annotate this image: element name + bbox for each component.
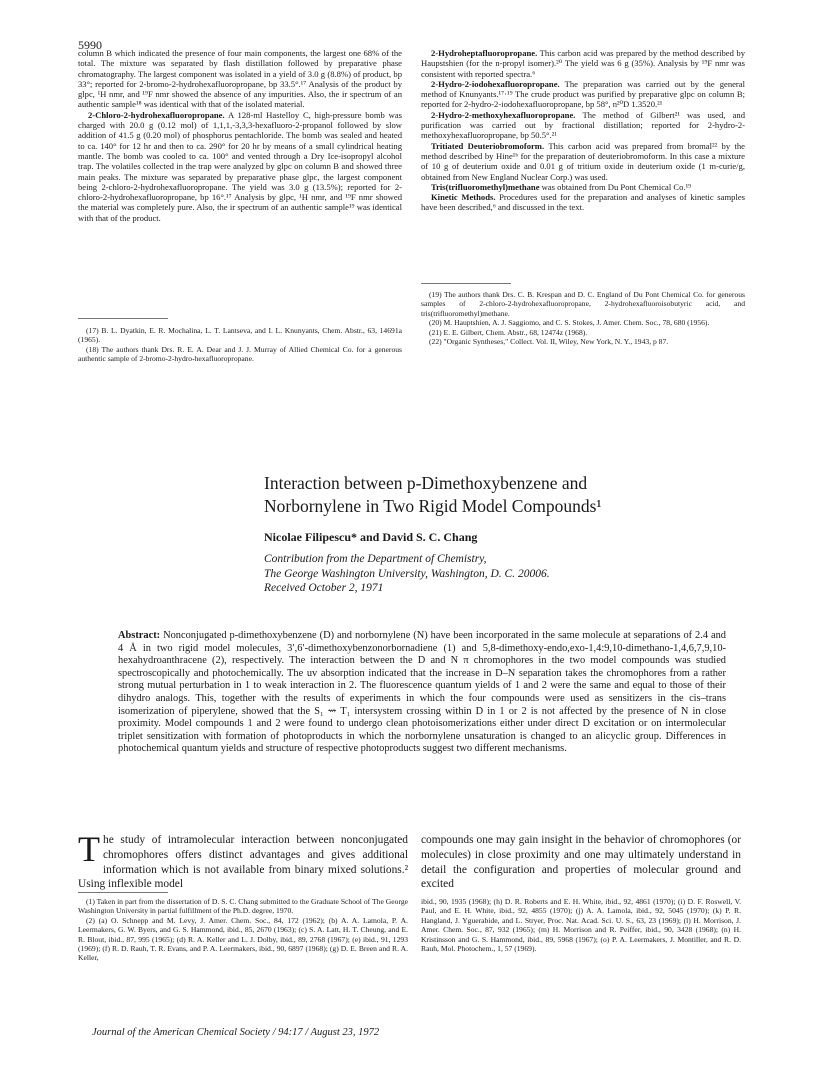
footnote-2: (2) (a) O. Schnepp and M. Levy, J. Amer. Chem. Soc., 84, 172 (1962); (b) A. A. Lamola, P. A. Leermakers, G. W. Byers, and G. S. Hammond, ibid., 85, 2670 (1963); (c) S. A. Latt, H. T. Cheung, and E. R. Blout, ibid., 87, 995 (1965); (d) R. A. Keller and L. J. Dolby, ibid., 89, 2768 (1967); (e) ibid., 91, 1293 (1969); (f) R. D. Rauh, T. R. Evans, and P. A. Leermakers, ibid., 90, 6897 (1968); (g) D. E. Breen and R. A. Keller, — [78, 915, 408, 963]
text-methoxy: The method of Gilbert²¹ was used, and purification was carried out by fractional distillation; reported for 2-hydro-2-methoxyhexafluoropropane, bp 50.5°.²¹ — [421, 109, 745, 141]
heading-methoxy: 2-Hydro-2-methoxyhexafluoropropane. — [431, 109, 576, 120]
right-column-experimental — [421, 48, 745, 213]
text-tritiated: This carbon acid was prepared from bromal²² by the method described by Hine¹ᵇ for the preparation of deuteriobromoform. In this case a mixture of 10 g of deuterium oxide and 0.01 g of tritium oxide in deuterium oxide (1 m-curie/g, obtained from New England Nuclear Corp.) was used. — [421, 140, 745, 182]
page-number: 5990 — [78, 38, 102, 52]
heading-kinetic: Kinetic Methods. — [431, 192, 496, 203]
text-heptafluoro: This carbon acid was prepared by the method described by Haupstshien (for the n-propyl isomer).²⁰ The yield was 6 g (35%). Analysis by ¹⁹F nmr was consistent with reported spectra.⁶ — [421, 48, 745, 79]
article-affiliation — [264, 552, 734, 596]
paragraph-kinetic — [421, 192, 745, 213]
footnote-rule-left — [78, 318, 168, 319]
footnotes-right — [421, 290, 745, 346]
footnotes-bottom-left — [78, 897, 408, 963]
received-date: Received October 2, 1971 — [264, 582, 384, 594]
left-column-experimental — [78, 48, 402, 223]
footnote-22: (22) "Organic Syntheses," Collect. Vol. II, Wiley, New York, N. Y., 1943, p 87. — [429, 337, 669, 347]
paragraph-bromo: column B which indicated the presence of four main components, the largest one 68% of the total. The mixture was separated by flash distillation followed by preparative phase chromatography. The largest component was isolated in a yield of 3.0 g (8.8%) of product, bp 33°; reported for 2-bromo-2-hydrohexafluoropropane, bp 33.5°.¹⁷ Analysis of the product by glpc, ¹H nmr, and ¹⁹F nmr showed the absence of any impurities. Also, the ir spectrum of an authentic sample¹⁸ was identical with that of the isolated material. — [78, 48, 402, 110]
paragraph-iodo — [421, 79, 745, 110]
article-title — [264, 472, 734, 518]
footnote-18: (18) The authors thank Drs. R. E. A. Dear and J. J. Murray of Allied Chemical Co. for a generous authentic sample of 2-bromo-2-hydro-hexafluoropropane. — [78, 344, 402, 364]
affiliation-line-1: Contribution from the Department of Chemistry, — [264, 553, 487, 565]
paragraph-chloro — [78, 110, 402, 223]
footnote-17: (17) B. L. Dyatkin, E. R. Mochalina, L. T. Lantseva, and I. L. Knunyants, Chem. Abstr., 63, 14691a (1965). — [78, 326, 402, 345]
footnote-2-continued: ibid., 90, 1935 (1968); (h) D. R. Roberts and E. H. White, ibid., 92, 4861 (1970); (i) D. F. Roswell, V. Paul, and E. H. White, ibid., 92, 4855 (1970); (j) A. A. Lamola, ibid., 92, 5045 (1970); (k) P. R. Hangland, J. Yguerabide, and L. Stryer, Proc. Nat. Acad. Sci. U. S., 63, 23 (1969); (l) H. Morrison, J. Amer. Chem. Soc., 87, 932 (1965); (m) H. Morrison and R. Peiffer, ibid., 90, 3428 (1968); (n) H. Kristinsson and G. S. Hammond, ibid., 89, 5968 (1967); (o) P. A. Leermakers, J. Montiller, and R. D. Rauh, Mol. Photochem., 1, 57 (1969). — [421, 897, 741, 954]
heading-tris: Tris(trifluoromethyl)methane — [431, 181, 540, 192]
title-line-1: Interaction between p-Dimethoxybenzene and — [264, 473, 588, 493]
heading-chloro: 2-Chloro-2-hydrohexafluoropropane. — [88, 109, 225, 120]
title-line-2: Norbornylene in Two Rigid Model Compounds¹ — [264, 496, 602, 516]
article-authors: Nicolae Filipescu* and David S. C. Chang — [264, 530, 478, 544]
abstract-text: Nonconjugated p-dimethoxybenzene (D) and norbornylene (N) have been incorporated in the same molecule at separations of 2.4 and 4 Å in two rigid model molecules, 3′,6′-dimethoxybenzonorbornadiene (1) and 5,8-dimethoxy-endo,exo-1,4:9,10-dimethano-1,4,6,7,9,10-hexahydroanthracene (2), respectively. The interaction between the D and N π chromophores in the two model compounds was studied spectroscopically and photochemically. The uv absorption indicated that the increase in D–N separation takes the chromophores from a rather strong mutual perturbation in 1 to weak interaction in 2. The fluorescence quantum yields of 1 and 2 were the same and equal to those of their dihydro analogs. This, together with the results of experiments in which the four compounds were used as sensitizers in the cis–trans isomerization of piperylene, showed that the S₁ ⇝ T₁ intersystem crossing within D in 1 or 2 is not affected by the presence of N in close proximity. Model compounds 1 and 2 were found to undergo clean photoisomerizations either under direct D excitation or on intermolecular triplet sensitization with formation of photoproducts in which the norbornylene unsaturation is changed to an alicyclic group. Differences in photochemical quantum yields and structure of respective photoproducts suggest two different mechanisms. — [118, 630, 726, 755]
footnote-20: (20) M. Hauptshien, A. J. Saggiomo, and C. S. Stokes, J. Amer. Chem. Soc., 78, 680 (1956). — [429, 318, 710, 328]
paragraph-tritiated — [421, 141, 745, 182]
footnote-21: (21) E. E. Gilbert, Chem. Abstr., 68, 12474z (1968). — [429, 327, 588, 337]
abstract — [118, 630, 726, 756]
paragraph-heptafluoro — [421, 48, 745, 79]
footnotes-bottom-right — [421, 897, 741, 953]
body-intro-left — [78, 829, 408, 892]
paragraph-tris — [421, 182, 745, 192]
drop-cap: T — [78, 829, 100, 869]
text-iodo: The preparation was carried out by the general method of Knunyants.¹⁷·¹⁹ The crude product was purified by preparative glpc on column B; reported for 2-hydro-2-iodohexafluoropropane, bp 58°, n²⁰D 1.3520.²¹ — [421, 78, 745, 110]
footnote-rule-right — [421, 283, 511, 284]
heading-tritiated: Tritiated Deuteriobromoform. — [431, 140, 545, 151]
text-chloro: A 128-ml Hastelloy C, high-pressure bomb was charged with 20.0 g (0.12 mol) of 1,1,1,-3,3,3-hexafluoro-2-propanol followed by slow addition of 41.5 g (0.20 mol) of phosphorus pentachloride. The bomb was sealed and heated to ca. 140° for 12 hr and then to ca. 290° for 20 hr by means of a small cylindrical heating mantle. The bomb was cooled to ca. 100° and vented through a Dry Ice-isopropyl alcohol trap. The volatiles collected in the trap were analyzed by glpc on column B and showed three main peaks. The mixture was separated by preparative phase glpc, the largest component being 2-chloro-2-hydrohexafluoropropane. The yield was 3.0 g (13.5%); reported for 2-chloro-2-hydrohexafluoropropane, bp 16°.¹⁷ Analysis by glpc, ¹H nmr, and ¹⁹F nmr showed the material was completely pure. Also, the ir spectrum of an authentic sample¹⁹ was identical with that of the product. — [78, 109, 402, 223]
heading-heptafluoro: 2-Hydroheptafluoropropane. — [431, 48, 538, 58]
text-tris: was obtained from Du Pont Chemical Co.¹⁹ — [539, 181, 692, 192]
journal-footer: Journal of the American Chemical Society / 94:17 / August 23, 1972 — [92, 1027, 380, 1038]
affiliation-line-2: The George Washington University, Washington, D. C. 20006. — [264, 567, 550, 580]
intro-text-left: he study of intramolecular interaction between nonconjugated chromophores offers distinct advantages and gives additional information which is not available from binary mixed solutions.² Using inflexible model — [78, 834, 408, 891]
text-kinetic: Procedures used for the preparation and analyses of kinetic samples have been described,⁶ and discussed in the text. — [421, 192, 745, 213]
heading-iodo: 2-Hydro-2-iodohexafluoropropane. — [431, 78, 560, 89]
footnote-1: (1) Taken in part from the dissertation of D. S. C. Chang submitted to the Graduate School of The George Washington University in partial fulfillment of the Ph.D. degree, 1970. — [78, 897, 408, 916]
footnotes-left — [78, 326, 402, 364]
footnote-rule-bottom — [78, 892, 168, 893]
footnote-19: (19) The authors thank Drs. C. B. Krespan and D. C. England of Du Pont Chemical Co. for generous samples of 2-chloro-2-hydrohexafluoropropane, 2-hydrohexafluoroisobutyric acid, and tris(trifluoromethyl)methane. — [421, 290, 745, 318]
abstract-label: Abstract: — [118, 630, 161, 641]
paragraph-methoxy — [421, 110, 745, 141]
body-intro-right: compounds one may gain insight in the behavior of chromophores (or molecules) in close proximity and one may ultimately understand in detail the configuration and properties of molecular ground and excited — [421, 834, 741, 891]
